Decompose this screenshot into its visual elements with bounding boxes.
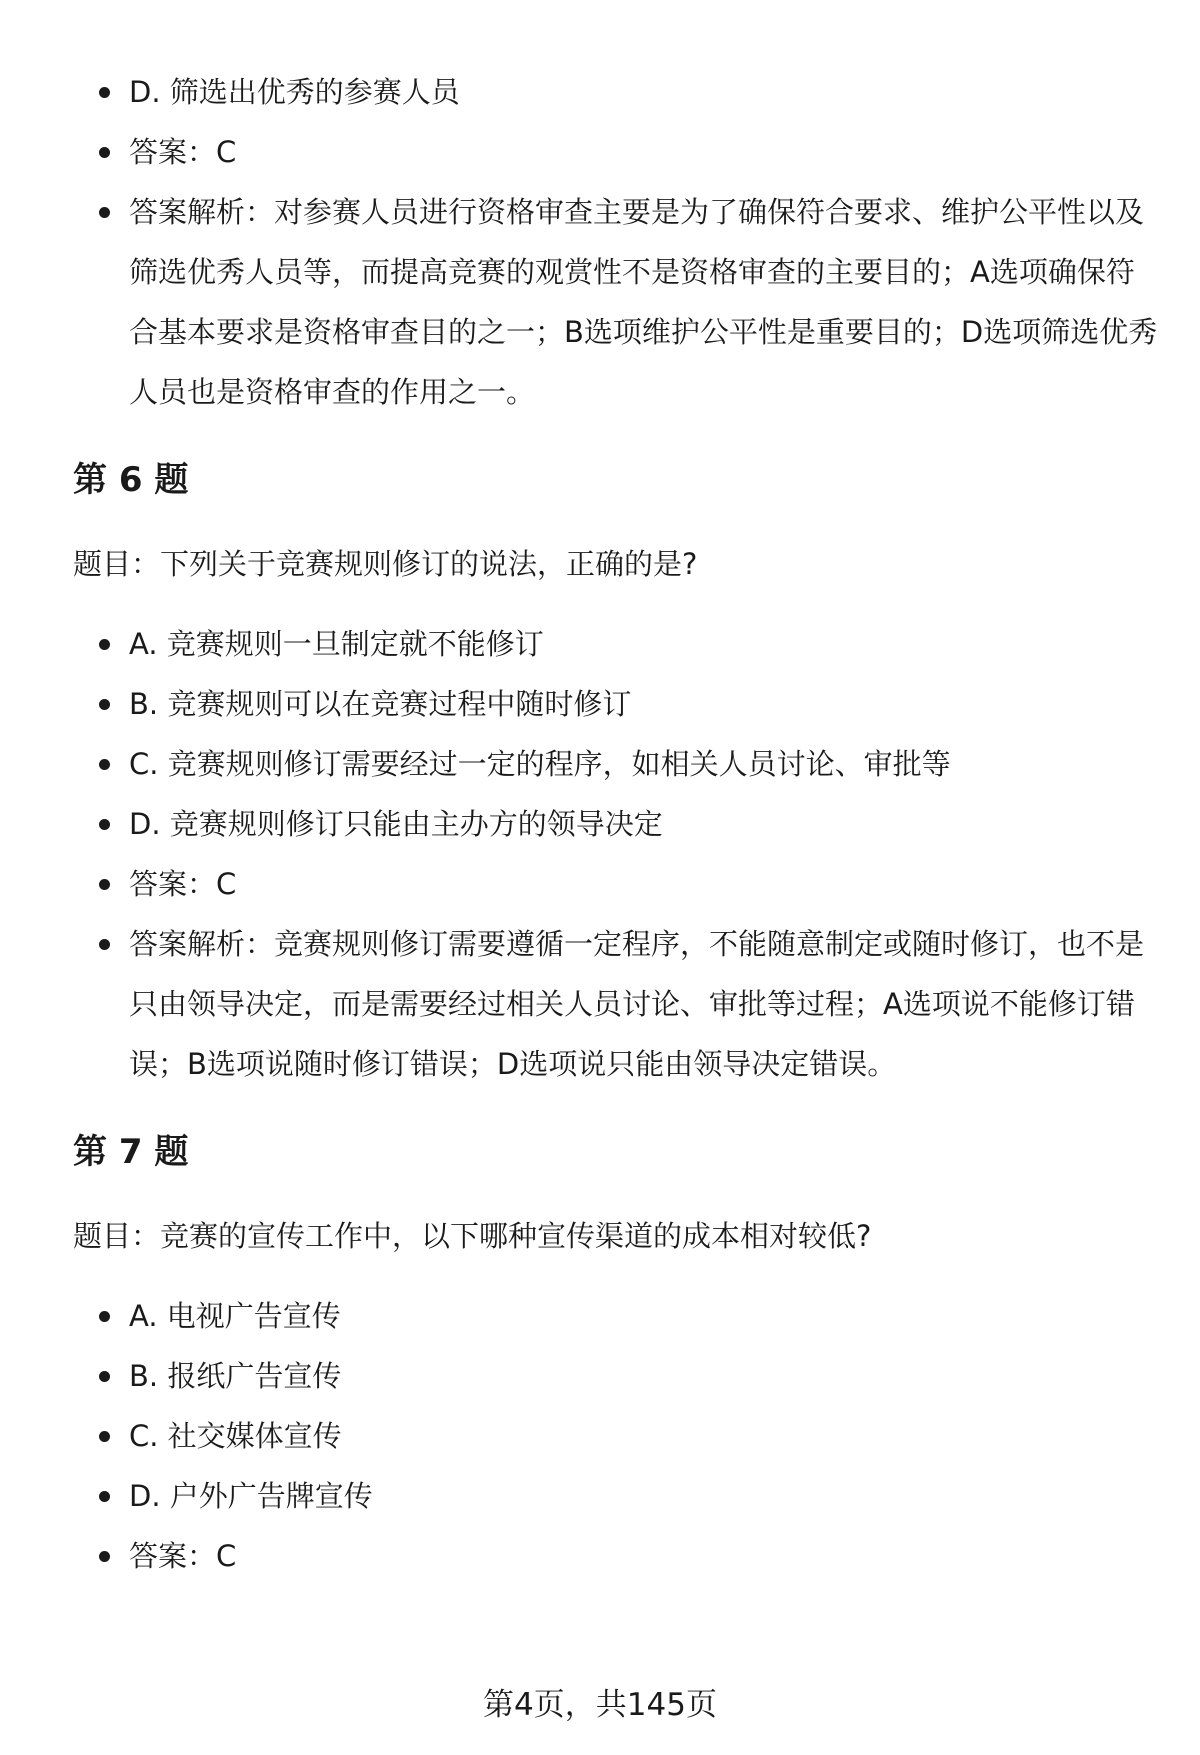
- q6-stem: 题目：下列关于竞赛规则修订的说法，正确的是?: [73, 547, 698, 581]
- q7-list: [73, 1286, 1163, 1586]
- q6-list: [73, 614, 1163, 1094]
- q6-option-b: B. 竞赛规则可以在竞赛过程中随时修订: [73, 674, 1163, 734]
- q6-explanation: 答案解析：竞赛规则修订需要遵循一定程序，不能随意制定或随时修订，也不是只由领导决定，而是需要经过相关人员讨论、审批等过程；A选项说不能修订错误；B选项说随时修订错误；D选项说只能由领导决定错误。: [73, 914, 1163, 1094]
- q5-list: [73, 62, 1163, 422]
- q7-option-a: A. 电视广告宣传: [73, 1286, 1163, 1346]
- q6-option-d: D. 竞赛规则修订只能由主办方的领导决定: [73, 794, 1163, 854]
- q6-option-c: C. 竞赛规则修订需要经过一定的程序，如相关人员讨论、审批等: [73, 734, 1163, 794]
- q7-stem: 题目：竞赛的宣传工作中，以下哪种宣传渠道的成本相对较低?: [73, 1219, 872, 1253]
- q7-title: 第 7 题: [73, 1132, 189, 1172]
- q5-answer: 答案：C: [73, 122, 1163, 182]
- q7-answer: 答案：C: [73, 1526, 1163, 1586]
- document-content: [73, 62, 1163, 1586]
- q5-explanation: 答案解析：对参赛人员进行资格审查主要是为了确保符合要求、维护公平性以及筛选优秀人员等，而提高竞赛的观赏性不是资格审查的主要目的；A选项确保符合基本要求是资格审查目的之一；B选项维护公平性是重要目的；D选项筛选优秀人员也是资格审查的作用之一。: [73, 182, 1163, 422]
- q6-title: 第 6 题: [73, 460, 189, 500]
- q7-option-c: C. 社交媒体宣传: [73, 1406, 1163, 1466]
- page-number: 第4页，共145页: [483, 1687, 717, 1723]
- q6-option-a: A. 竞赛规则一旦制定就不能修订: [73, 614, 1163, 674]
- q5-option-d: D. 筛选出优秀的参赛人员: [73, 62, 1163, 122]
- q7-option-d: D. 户外广告牌宣传: [73, 1466, 1163, 1526]
- q7-option-b: B. 报纸广告宣传: [73, 1346, 1163, 1406]
- q6-answer: 答案：C: [73, 854, 1163, 914]
